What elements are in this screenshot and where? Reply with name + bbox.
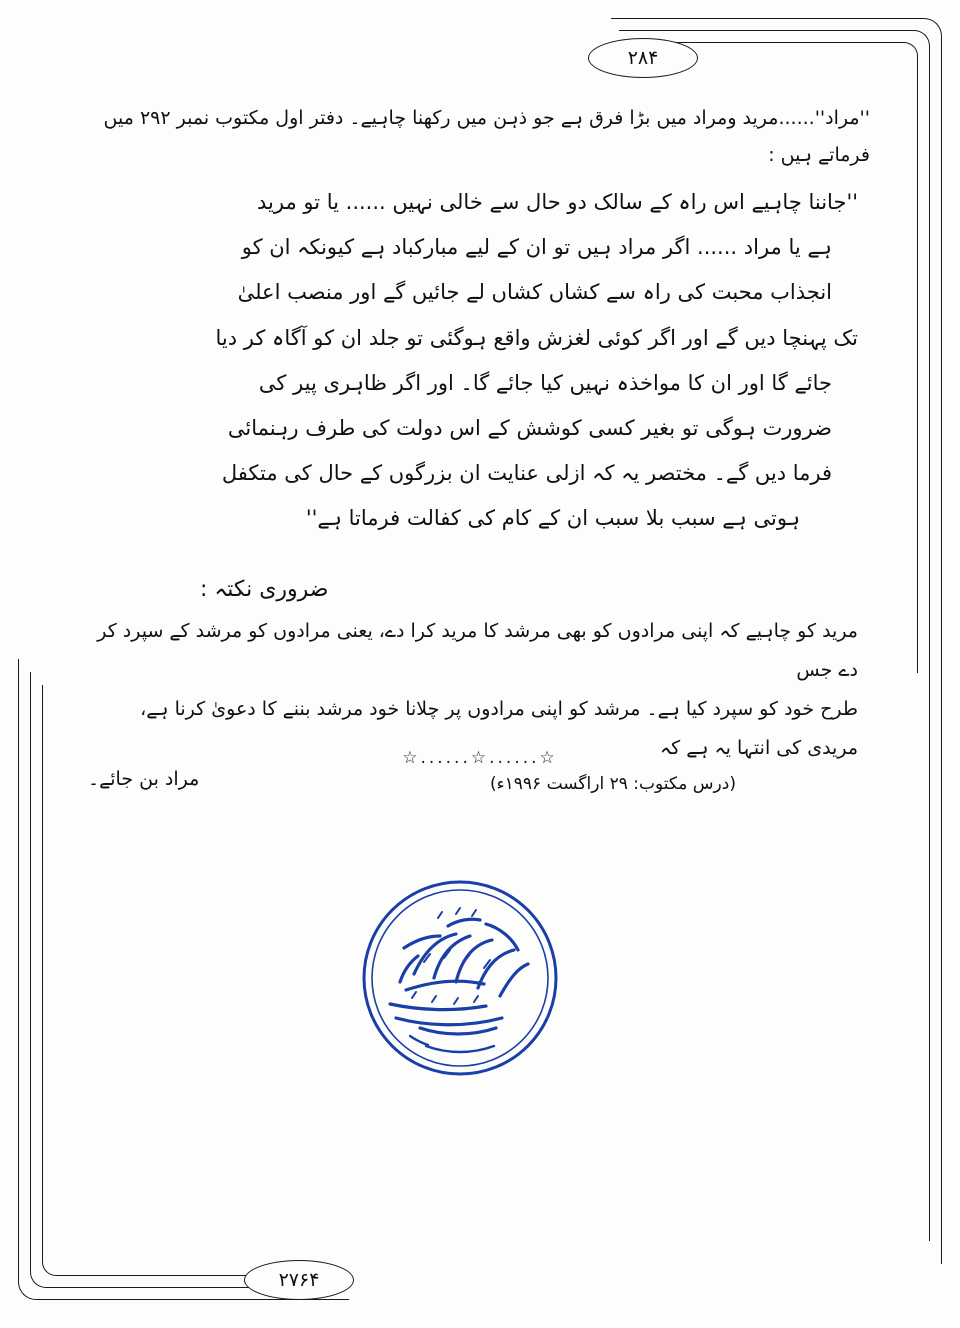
page-number-top: ۲۸۴ — [588, 38, 698, 78]
body-content — [70, 100, 898, 794]
quote-line: ضرورت ہوگی تو بغیر کسی کوشش کے اس دولت کی طرف رہنمائی — [227, 415, 832, 440]
note-line: مرید کو چاہیے کہ اپنی مرادوں کو بھی مرشد کا مرید کرا دے، یعنی مرادوں کو مرشد کے سپرد کر دے جس — [97, 620, 858, 682]
note-line: طرح خود کو سپرد کیا ہے۔ مرشد کو اپنی مرادوں پر چلانا خود مرشد بننے کا دعویٰ کرنا ہے، مریدی کی انتہا یہ ہے کہ — [140, 698, 858, 760]
quote-line: تک پہنچا دیں گے اور اگر کوئی لغزش واقع ہوگئی تو جلد ان کو آگاہ کر دیا — [215, 325, 858, 350]
lead-paragraph: ''مراد''......مرید ومراد میں بڑا فرق ہے جو ذہن میں رکھنا چاہیے۔ دفتر اول مکتوب نمبر ۲۹۲ میں فرماتے ہیں : — [103, 107, 870, 167]
quote-line: انجذاب محبت کی راہ سے کشاں کشاں لے جائیں گے اور منصب اعلیٰ — [237, 280, 832, 305]
source-reference: (درس مکتوب: ۲۹ اراگست ۱۹۹۶ء) — [490, 773, 736, 794]
note-paragraph — [70, 612, 898, 768]
quotation-block — [70, 180, 898, 541]
page-number-bottom: ۲۷۶۴ — [244, 1260, 354, 1300]
calligraphic-seal — [360, 878, 560, 1078]
quote-line: ہے یا مراد ...... اگر مراد ہیں تو ان کے لیے مبارکباد ہے کیونکہ ان کو — [241, 235, 832, 260]
quote-line: ''جاننا چاہیے اس راہ کے سالک دو حال سے خالی نہیں ...... یا تو مرید — [256, 190, 858, 215]
quote-line: جائے گا اور ان کا مواخذہ نہیں کیا جائے گا۔ اور اگر ظاہری پیر کی — [258, 370, 832, 395]
quote-line: فرما دیں گے۔ مختصر یہ کہ ازلی عنایت ان بزرگوں کے حال کی متکفل — [221, 460, 832, 485]
quote-line: ہوتی ہے سبب بلا سبب ان کے کام کی کفالت فرماتا ہے'' — [305, 506, 800, 531]
closing-word: مراد بن جائے۔ — [88, 767, 200, 790]
section-heading: ضروری نکتہ : — [200, 577, 329, 603]
star-divider: ☆......☆......☆ — [402, 748, 558, 768]
